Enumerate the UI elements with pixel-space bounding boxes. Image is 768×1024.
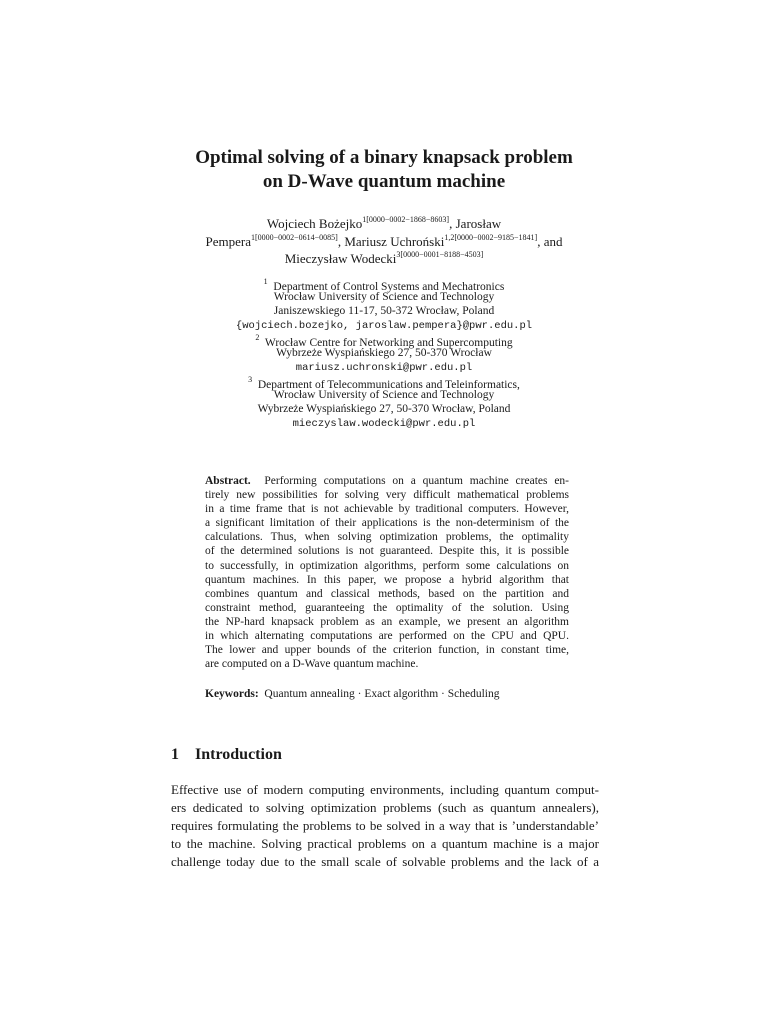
author-name: Mariusz Uchroński (344, 234, 445, 249)
section-number: 1 (171, 746, 179, 763)
author-orcid: 1,2[0000−0002−9185−1841] (444, 233, 538, 242)
affiliation-text: Department of Telecommunications and Teleinformatics, (257, 379, 520, 391)
authors-line-1: Wojciech Bożejko$^{1[0000-0002-1868-8603]}$, Jarosław (266, 215, 502, 231)
paper-title-line-2: on D-Wave quantum machine (262, 171, 506, 192)
body-line: requires formulating the problems to be solved in a way that is ’understandable’ (171, 818, 599, 833)
introduction-paragraph (171, 781, 599, 871)
affiliation-email: mariusz.uchronski@pwr.edu.pl (295, 362, 473, 374)
abstract-line: in which alternating computations are performed on the CPU and QPU. (205, 630, 569, 643)
affiliation-line: Wybrzeże Wyspiańskiego 27, 50-370 Wrocław, Poland (257, 403, 511, 415)
section-title: Introduction (195, 746, 282, 763)
abstract-line: quantum machines. In this paper, we propose a hybrid algorithm that (205, 573, 569, 586)
paper-title-line-1: Optimal solving of a binary knapsack problem (195, 147, 573, 168)
affiliation-email: mieczyslaw.wodecki@pwr.edu.pl (292, 418, 476, 430)
author-conjunction: , and (537, 234, 563, 249)
abstract-line: to successfully, in optimization algorithms, perform some calculations on (205, 559, 569, 572)
author-orcid: 3[0000−0001−8188−4503] (396, 250, 484, 259)
abstract-line (205, 474, 569, 488)
abstract-line: constraint method, guaranteeing the optimality of the solution. Using (205, 601, 569, 614)
affiliation-number: 3 (248, 375, 253, 384)
abstract-line: tirely new possibilities for solving very difficult mathematical problems (205, 489, 569, 502)
author-orcid: 1[0000−0002−1868−8603] (362, 215, 450, 224)
body-line: ers dedicated to solving optimization problems (such as quantum annealers), (171, 800, 599, 815)
author-orcid: 1[0000−0002−0614−0085] (250, 233, 338, 242)
abstract-line: combines quantum and classical methods, based on the partition and (205, 587, 569, 600)
abstract-line: the NP-hard knapsack problem as an example, we present an algorithm (205, 615, 569, 628)
abstract-line: calculations. Thus, when solving optimization problems, the optimality (205, 531, 569, 544)
body-line: Effective use of modern computing environments, including quantum comput- (171, 782, 599, 797)
abstract-text: Performing computations on a quantum machine creates en- (264, 475, 569, 487)
affiliation-text: Department of Control Systems and Mechatronics (273, 281, 505, 293)
affiliation-line: Wybrzeże Wyspiańskiego 27, 50-370 Wrocław (276, 347, 492, 359)
keywords (205, 688, 569, 700)
author-first-name: Jarosław (455, 216, 502, 231)
author-last-name: Pempera (205, 234, 251, 249)
affiliation-number: 2 (255, 333, 260, 342)
affiliation-line: Janiszewskiego 11-17, 50-372 Wrocław, Poland (273, 305, 495, 317)
affiliation-line: Wrocław University of Science and Technology (273, 389, 495, 401)
affiliation-text: Wrocław Centre for Networking and Supercomputing (264, 337, 513, 349)
keywords-text: Quantum annealing · Exact algorithm · Scheduling (264, 688, 500, 700)
abstract (205, 474, 569, 671)
affiliation-number: 1 (263, 277, 268, 286)
body-line: to the machine. Solving practical problems on a quantum machine is a major (171, 836, 599, 851)
body-line: challenge today due to the small scale of solvable problems and the lack of a (171, 854, 599, 869)
affiliation-email: {wojciech.bozejko, jaroslaw.pempera}@pwr.edu.pl (235, 320, 533, 332)
author-name: Mieczysław Wodecki (284, 251, 397, 266)
abstract-line: in a time frame that is not achievable by traditional computers. However, (205, 503, 569, 516)
abstract-line: The lower and upper bounds of the criterion function, in constant time, (205, 644, 569, 657)
authors-line-3 (0, 250, 768, 267)
section-heading (171, 746, 282, 764)
authors-line-2: Pempera$^{1[0000-0002-0614-0085]}$, Mariusz Uchroński$^{1,2[0000-0002-9185-1841]}$, and (205, 233, 563, 249)
abstract-line: of the determined solutions is not guaranteed. Despite this, it is possible (205, 545, 569, 558)
author-name: Wojciech Bożejko (266, 216, 363, 231)
abstract-line: a significant limitation of their applications is the non-determinism of the (205, 517, 569, 530)
affiliation-line: Wrocław University of Science and Technology (273, 291, 495, 303)
abstract-label: Abstract. (205, 475, 251, 487)
keywords-label: Keywords: (205, 688, 259, 700)
abstract-line: are computed on a D-Wave quantum machine. (205, 658, 419, 671)
